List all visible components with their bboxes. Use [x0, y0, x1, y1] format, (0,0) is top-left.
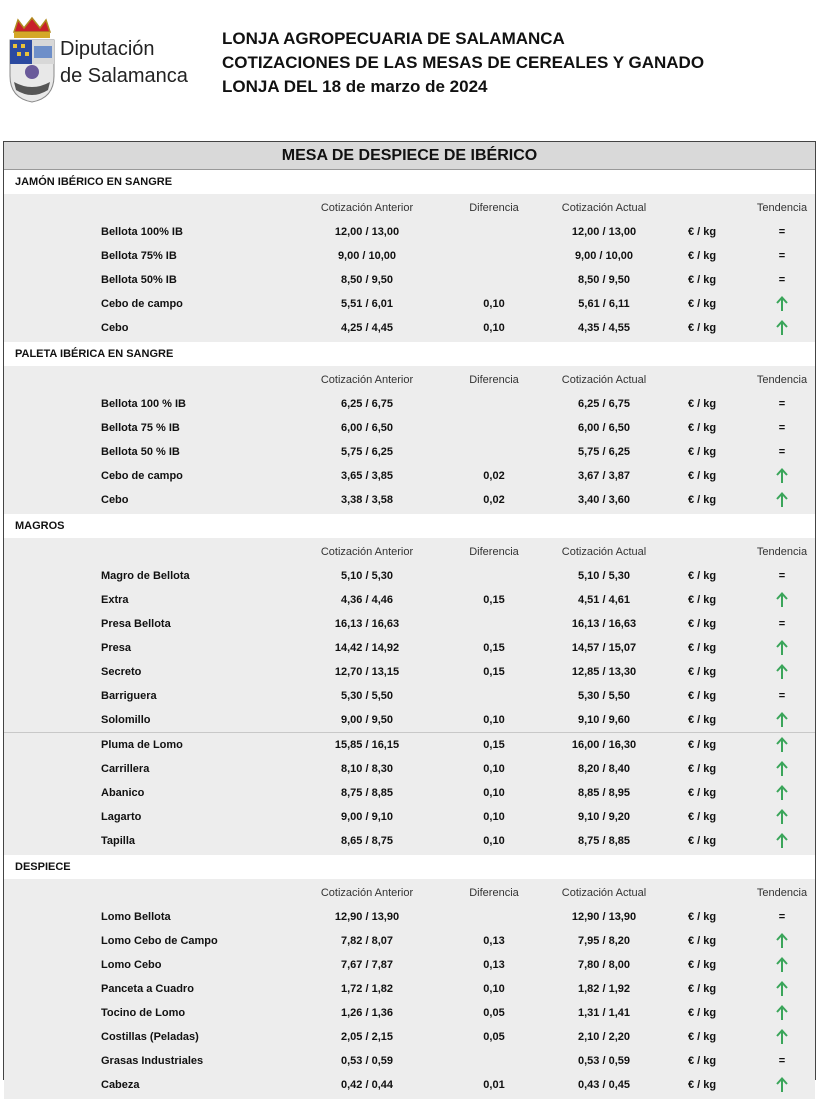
- section-title: MAGROS: [4, 514, 815, 538]
- current-price: 8,20 / 8,40: [578, 763, 630, 775]
- price-unit: € / kg: [688, 322, 717, 334]
- current-price: 5,75 / 6,25: [578, 446, 630, 458]
- previous-price: 7,82 / 8,07: [341, 935, 393, 947]
- product-name: Bellota 50% IB: [101, 274, 177, 286]
- product-name: Presa: [101, 642, 131, 654]
- section-title: PALETA IBÉRICA EN SANGRE: [4, 342, 815, 366]
- current-price: 0,53 / 0,59: [578, 1055, 630, 1067]
- table-row: [4, 977, 815, 1001]
- previous-price: 8,75 / 8,85: [341, 787, 393, 799]
- trend-up-arrow-icon: [776, 492, 788, 508]
- product-name: Grasas Industriales: [101, 1055, 204, 1067]
- trend-up-arrow-icon: [776, 957, 788, 973]
- product-name: Panceta a Cuadro: [101, 983, 194, 995]
- section-title: DESPIECE: [4, 855, 815, 879]
- trend-indicator: =: [778, 690, 786, 702]
- product-name: Lomo Cebo: [101, 959, 162, 971]
- product-name: Cebo: [101, 494, 129, 506]
- previous-price: 9,00 / 9,10: [341, 811, 393, 823]
- current-price: 5,10 / 5,30: [578, 570, 630, 582]
- table-row: [4, 1001, 815, 1025]
- trend-indicator: [752, 464, 812, 488]
- document-titles: [222, 27, 704, 99]
- price-difference: 0,15: [483, 642, 505, 654]
- price-unit: € / kg: [688, 298, 717, 310]
- trend-indicator: [752, 733, 812, 757]
- product-name: Bellota 50 % IB: [101, 446, 180, 458]
- column-header-actual: Cotización Actual: [561, 887, 647, 899]
- table-row: [4, 636, 815, 660]
- product-name: Lagarto: [101, 811, 142, 823]
- trend-indicator: =: [778, 422, 786, 434]
- price-unit: € / kg: [688, 835, 717, 847]
- trend-indicator: [752, 1001, 812, 1025]
- column-header-row: [4, 881, 815, 905]
- product-name: Bellota 75% IB: [101, 250, 177, 262]
- section-body: [4, 194, 815, 342]
- previous-price: 0,42 / 0,44: [341, 1079, 393, 1091]
- previous-price: 2,05 / 2,15: [341, 1031, 393, 1043]
- product-name: Costillas (Peladas): [101, 1031, 199, 1043]
- current-price: 3,67 / 3,87: [578, 470, 630, 482]
- previous-price: 7,67 / 7,87: [341, 959, 393, 971]
- product-name: Bellota 75 % IB: [101, 422, 180, 434]
- current-price: 7,95 / 8,20: [578, 935, 630, 947]
- price-difference: 0,10: [483, 811, 505, 823]
- organization-name: [60, 36, 188, 90]
- price-difference: 0,15: [483, 666, 505, 678]
- table-sections: [4, 170, 815, 1099]
- price-table: [3, 141, 816, 1091]
- product-name: Tocino de Lomo: [101, 1007, 186, 1019]
- product-name: Cebo de campo: [101, 470, 183, 482]
- trend-up-arrow-icon: [776, 468, 788, 484]
- product-name: Lomo Bellota: [101, 911, 171, 923]
- previous-price: 3,65 / 3,85: [341, 470, 393, 482]
- column-header-anterior: Cotización Anterior: [320, 202, 414, 214]
- current-price: 5,61 / 6,11: [578, 298, 630, 310]
- price-difference: 0,02: [483, 494, 505, 506]
- column-header-anterior: Cotización Anterior: [320, 546, 414, 558]
- previous-price: 14,42 / 14,92: [334, 642, 400, 654]
- column-header-diferencia: Diferencia: [469, 374, 519, 386]
- table-row: [4, 1025, 815, 1049]
- price-unit: € / kg: [688, 714, 717, 726]
- price-unit: € / kg: [688, 226, 717, 238]
- trend-up-arrow-icon: [776, 320, 788, 336]
- product-name: Extra: [101, 594, 129, 606]
- organization-line-1: Diputación: [60, 38, 155, 60]
- column-header-tendencia: Tendencia: [756, 202, 808, 214]
- column-header-diferencia: Diferencia: [469, 887, 519, 899]
- previous-price: 5,10 / 5,30: [341, 570, 393, 582]
- price-unit: € / kg: [688, 811, 717, 823]
- table-row: [4, 564, 815, 588]
- previous-price: 3,38 / 3,58: [341, 494, 393, 506]
- column-header-anterior: Cotización Anterior: [320, 374, 414, 386]
- current-price: 1,31 / 1,41: [578, 1007, 630, 1019]
- price-unit: € / kg: [688, 739, 717, 751]
- current-price: 8,85 / 8,95: [578, 787, 630, 799]
- trend-indicator: =: [778, 398, 786, 410]
- table-row: [4, 588, 815, 612]
- section-title: JAMÓN IBÉRICO EN SANGRE: [4, 170, 815, 194]
- price-difference: 0,10: [483, 835, 505, 847]
- price-unit: € / kg: [688, 250, 717, 262]
- product-name: Cebo de campo: [101, 298, 183, 310]
- trend-indicator: [752, 781, 812, 805]
- price-difference: 0,10: [483, 714, 505, 726]
- price-unit: € / kg: [688, 983, 717, 995]
- previous-price: 5,51 / 6,01: [341, 298, 393, 310]
- product-name: Carrillera: [101, 763, 150, 775]
- title-line-3: LONJA DEL 18 de marzo de 2024: [222, 77, 488, 96]
- trend-up-arrow-icon: [776, 933, 788, 949]
- trend-up-arrow-icon: [776, 737, 788, 753]
- table-row: [4, 732, 815, 757]
- trend-indicator: [752, 316, 812, 340]
- trend-indicator: [752, 660, 812, 684]
- column-header-diferencia: Diferencia: [469, 546, 519, 558]
- price-difference: 0,10: [483, 298, 505, 310]
- previous-price: 5,75 / 6,25: [341, 446, 393, 458]
- trend-up-arrow-icon: [776, 712, 788, 728]
- price-difference: 0,13: [483, 959, 505, 971]
- table-row: [4, 268, 815, 292]
- price-difference: 0,13: [483, 935, 505, 947]
- previous-price: 1,72 / 1,82: [341, 983, 393, 995]
- price-unit: € / kg: [688, 470, 717, 482]
- price-difference: 0,10: [483, 763, 505, 775]
- price-unit: € / kg: [688, 422, 717, 434]
- table-row: [4, 1073, 815, 1097]
- price-difference: 0,15: [483, 594, 505, 606]
- trend-up-arrow-icon: [776, 1029, 788, 1045]
- price-unit: € / kg: [688, 1055, 717, 1067]
- current-price: 0,43 / 0,45: [578, 1079, 630, 1091]
- previous-price: 15,85 / 16,15: [334, 739, 400, 751]
- table-row: [4, 1049, 815, 1073]
- trend-indicator: =: [778, 446, 786, 458]
- trend-indicator: [752, 929, 812, 953]
- table-row: [4, 440, 815, 464]
- column-header-tendencia: Tendencia: [756, 374, 808, 386]
- column-header-diferencia: Diferencia: [469, 202, 519, 214]
- title-line-1: LONJA AGROPECUARIA DE SALAMANCA: [222, 29, 565, 48]
- price-unit: € / kg: [688, 763, 717, 775]
- current-price: 12,85 / 13,30: [571, 666, 637, 678]
- previous-price: 4,25 / 4,45: [341, 322, 393, 334]
- trend-indicator: =: [778, 911, 786, 923]
- coat-of-arms-icon: [4, 10, 60, 106]
- product-name: Cabeza: [101, 1079, 140, 1091]
- current-price: 8,50 / 9,50: [578, 274, 630, 286]
- current-price: 9,10 / 9,20: [578, 811, 630, 823]
- section-body: [4, 879, 815, 1099]
- price-unit: € / kg: [688, 618, 717, 630]
- trend-up-arrow-icon: [776, 592, 788, 608]
- product-name: Presa Bellota: [101, 618, 171, 630]
- trend-up-arrow-icon: [776, 296, 788, 312]
- price-unit: € / kg: [688, 446, 717, 458]
- previous-price: 8,50 / 9,50: [341, 274, 393, 286]
- trend-up-arrow-icon: [776, 664, 788, 680]
- page-header: [0, 0, 834, 130]
- previous-price: 8,10 / 8,30: [341, 763, 393, 775]
- price-unit: € / kg: [688, 935, 717, 947]
- price-unit: € / kg: [688, 570, 717, 582]
- previous-price: 16,13 / 16,63: [334, 618, 400, 630]
- trend-up-arrow-icon: [776, 1077, 788, 1093]
- previous-price: 12,90 / 13,90: [334, 911, 400, 923]
- trend-up-arrow-icon: [776, 981, 788, 997]
- price-unit: € / kg: [688, 594, 717, 606]
- trend-indicator: =: [778, 274, 786, 286]
- previous-price: 4,36 / 4,46: [341, 594, 393, 606]
- column-header-tendencia: Tendencia: [756, 546, 808, 558]
- column-header-row: [4, 540, 815, 564]
- product-name: Bellota 100 % IB: [101, 398, 186, 410]
- organization-line-2: de Salamanca: [60, 65, 188, 87]
- price-difference: 0,10: [483, 322, 505, 334]
- product-name: Solomillo: [101, 714, 151, 726]
- previous-price: 9,00 / 9,50: [341, 714, 393, 726]
- trend-indicator: =: [778, 618, 786, 630]
- column-header-row: [4, 196, 815, 220]
- previous-price: 9,00 / 10,00: [337, 250, 397, 262]
- price-unit: € / kg: [688, 274, 717, 286]
- product-name: Magro de Bellota: [101, 570, 190, 582]
- previous-price: 0,53 / 0,59: [341, 1055, 393, 1067]
- trend-indicator: [752, 805, 812, 829]
- current-price: 3,40 / 3,60: [578, 494, 630, 506]
- price-unit: € / kg: [688, 494, 717, 506]
- table-row: [4, 660, 815, 684]
- table-row: [4, 829, 815, 853]
- current-price: 16,13 / 16,63: [571, 618, 637, 630]
- trend-up-arrow-icon: [776, 833, 788, 849]
- current-price: 12,90 / 13,90: [571, 911, 637, 923]
- previous-price: 12,70 / 13,15: [334, 666, 400, 678]
- trend-indicator: =: [778, 570, 786, 582]
- title-line-2: COTIZACIONES DE LAS MESAS DE CEREALES Y GANADO: [222, 53, 705, 72]
- trend-indicator: [752, 636, 812, 660]
- column-header-row: [4, 368, 815, 392]
- price-difference: 0,05: [483, 1007, 505, 1019]
- price-unit: € / kg: [688, 911, 717, 923]
- trend-indicator: [752, 977, 812, 1001]
- previous-price: 12,00 / 13,00: [334, 226, 400, 238]
- previous-price: 6,00 / 6,50: [341, 422, 393, 434]
- trend-indicator: [752, 757, 812, 781]
- product-name: Bellota 100% IB: [101, 226, 183, 238]
- price-unit: € / kg: [688, 398, 717, 410]
- trend-up-arrow-icon: [776, 809, 788, 825]
- price-unit: € / kg: [688, 787, 717, 799]
- current-price: 1,82 / 1,92: [578, 983, 630, 995]
- product-name: Lomo Cebo de Campo: [101, 935, 218, 947]
- column-header-actual: Cotización Actual: [561, 202, 647, 214]
- previous-price: 8,65 / 8,75: [341, 835, 393, 847]
- trend-indicator: =: [778, 250, 786, 262]
- table-row: [4, 781, 815, 805]
- price-unit: € / kg: [688, 666, 717, 678]
- table-row: [4, 929, 815, 953]
- trend-up-arrow-icon: [776, 1005, 788, 1021]
- column-header-anterior: Cotización Anterior: [320, 887, 414, 899]
- current-price: 9,10 / 9,60: [578, 714, 630, 726]
- previous-price: 1,26 / 1,36: [341, 1007, 393, 1019]
- table-row: [4, 757, 815, 781]
- current-price: 14,57 / 15,07: [571, 642, 637, 654]
- section-body: [4, 538, 815, 855]
- table-row: [4, 612, 815, 636]
- trend-indicator: [752, 708, 812, 732]
- table-row: [4, 220, 815, 244]
- column-header-tendencia: Tendencia: [756, 887, 808, 899]
- trend-indicator: =: [778, 1055, 786, 1067]
- table-row: [4, 244, 815, 268]
- current-price: 4,51 / 4,61: [578, 594, 630, 606]
- trend-indicator: [752, 1073, 812, 1097]
- table-row: [4, 905, 815, 929]
- trend-indicator: [752, 292, 812, 316]
- trend-indicator: [752, 1025, 812, 1049]
- price-difference: 0,10: [483, 983, 505, 995]
- price-unit: € / kg: [688, 1031, 717, 1043]
- current-price: 5,30 / 5,50: [578, 690, 630, 702]
- trend-indicator: [752, 588, 812, 612]
- trend-indicator: =: [778, 226, 786, 238]
- current-price: 2,10 / 2,20: [578, 1031, 630, 1043]
- table-row: [4, 316, 815, 340]
- current-price: 7,80 / 8,00: [578, 959, 630, 971]
- current-price: 9,00 / 10,00: [574, 250, 634, 262]
- column-header-actual: Cotización Actual: [561, 374, 647, 386]
- table-row: [4, 292, 815, 316]
- price-unit: € / kg: [688, 1007, 717, 1019]
- section-body: [4, 366, 815, 514]
- price-unit: € / kg: [688, 642, 717, 654]
- table-row: [4, 392, 815, 416]
- trend-indicator: [752, 829, 812, 853]
- trend-up-arrow-icon: [776, 761, 788, 777]
- price-unit: € / kg: [688, 959, 717, 971]
- table-row: [4, 684, 815, 708]
- product-name: Abanico: [101, 787, 145, 799]
- table-row: [4, 416, 815, 440]
- product-name: Tapilla: [101, 835, 136, 847]
- product-name: Barriguera: [101, 690, 157, 702]
- price-difference: 0,10: [483, 787, 505, 799]
- price-difference: 0,15: [483, 739, 505, 751]
- column-header-actual: Cotización Actual: [561, 546, 647, 558]
- current-price: 6,25 / 6,75: [578, 398, 630, 410]
- previous-price: 5,30 / 5,50: [341, 690, 393, 702]
- current-price: 4,35 / 4,55: [578, 322, 630, 334]
- table-row: [4, 488, 815, 512]
- table-row: [4, 805, 815, 829]
- price-difference: 0,01: [483, 1079, 505, 1091]
- price-unit: € / kg: [688, 690, 717, 702]
- table-row: [4, 953, 815, 977]
- trend-up-arrow-icon: [776, 640, 788, 656]
- price-difference: 0,02: [483, 470, 505, 482]
- trend-indicator: [752, 953, 812, 977]
- current-price: 8,75 / 8,85: [578, 835, 630, 847]
- table-row: [4, 708, 815, 732]
- table-title: MESA DE DESPIECE DE IBÉRICO: [4, 142, 815, 170]
- current-price: 6,00 / 6,50: [578, 422, 630, 434]
- product-name: Pluma de Lomo: [101, 739, 183, 751]
- price-unit: € / kg: [688, 1079, 717, 1091]
- product-name: Cebo: [101, 322, 129, 334]
- price-difference: 0,05: [483, 1031, 505, 1043]
- previous-price: 6,25 / 6,75: [341, 398, 393, 410]
- trend-up-arrow-icon: [776, 785, 788, 801]
- current-price: 12,00 / 13,00: [571, 226, 637, 238]
- current-price: 16,00 / 16,30: [571, 739, 637, 751]
- product-name: Secreto: [101, 666, 142, 678]
- trend-indicator: [752, 488, 812, 512]
- table-row: [4, 464, 815, 488]
